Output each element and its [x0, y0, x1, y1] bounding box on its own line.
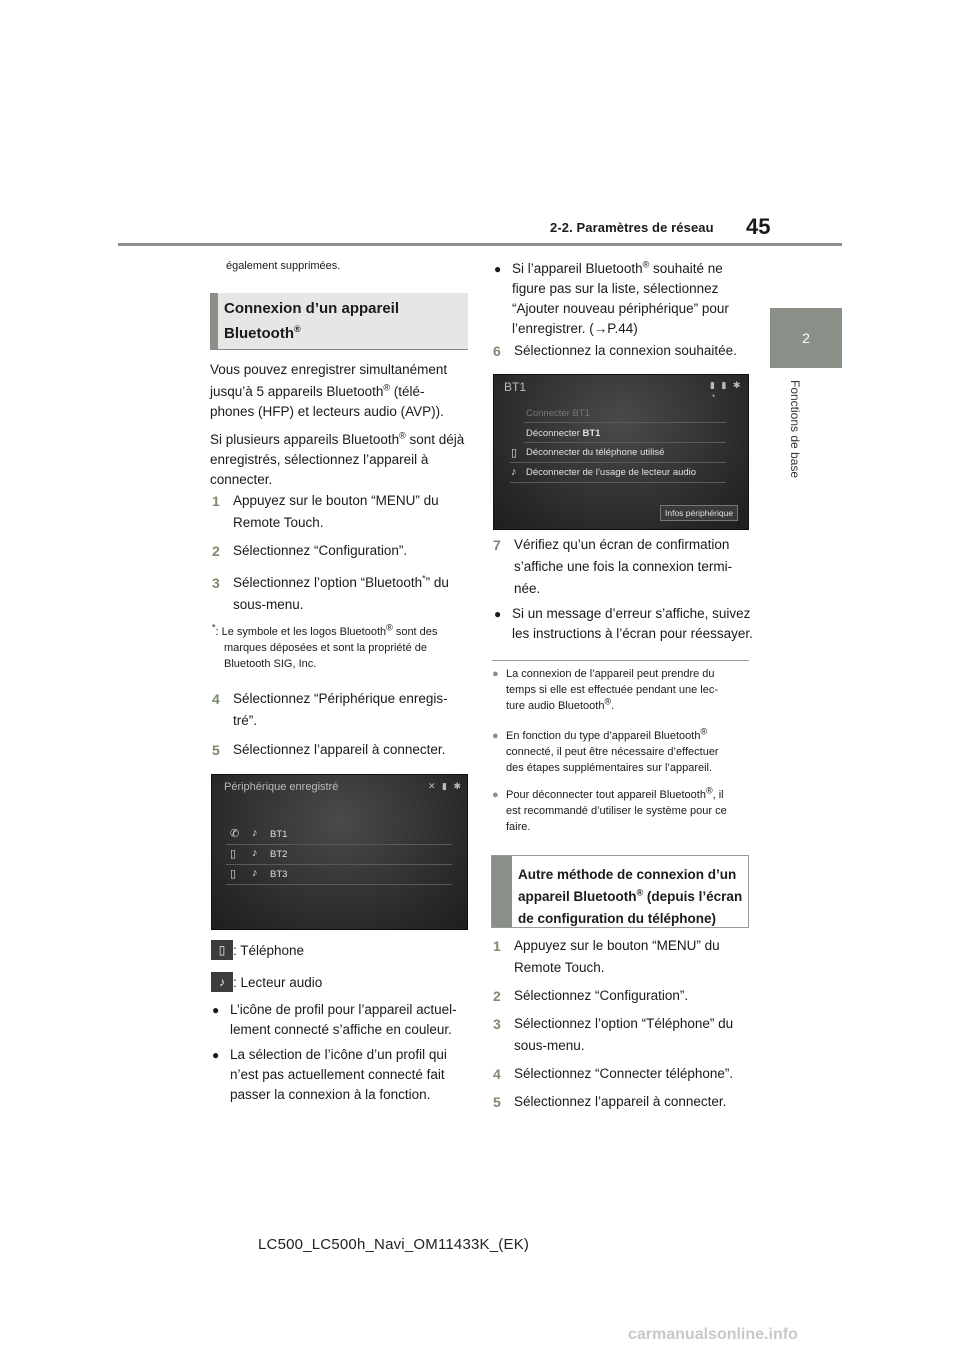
- phone-icon[interactable]: ▯: [230, 848, 237, 860]
- audio-legend-icon: ♪: [211, 972, 233, 992]
- screen-title: Périphérique enregistré: [224, 781, 339, 793]
- music-note-icon[interactable]: ♪: [252, 867, 258, 879]
- phone-legend-text: : Téléphone: [233, 943, 305, 958]
- heading-line2: Bluetooth®: [224, 324, 301, 342]
- alt-step-3: 3 Sélectionnez l’option “Téléphone” du sous-menu.: [493, 1016, 734, 1053]
- phone-icon[interactable]: ✆: [230, 828, 240, 840]
- alt-step-2: 2 Sélectionnez “Configuration”.: [493, 988, 689, 1004]
- music-note-icon[interactable]: ♪: [252, 847, 258, 859]
- status-icons: ▮ ▮ ✱ ◔: [710, 380, 743, 401]
- disconnect-phone-row[interactable]: ▯ Déconnecter du téléphone utilisé: [510, 443, 726, 463]
- alt-step-1: 1 Appuyez sur le bouton “MENU” du Remote Touch.: [493, 938, 720, 975]
- registered-devices-screen: [211, 774, 468, 930]
- connect-bt1-row[interactable]: Connecter BT1: [524, 405, 726, 423]
- step-7: 7 Vérifiez qu’un écran de confirmation s’affiche une fois la connexion termi- née.: [493, 537, 733, 596]
- step-3: 3 Sélectionnez l’option “Bluetooth*” du sous-menu.: [212, 573, 449, 612]
- device-name: BT1: [270, 829, 288, 840]
- disconnect-bt1-row[interactable]: Déconnecter BT1: [524, 424, 726, 443]
- phone-icon: ▯: [511, 447, 518, 459]
- intro-paragraph-1: Vous pouvez enregistrer simultanément jusqu’à 5 appareils Bluetooth® (télé- phones (HFP) et lecteurs audio (AVP)).: [210, 362, 448, 419]
- page-number: 45: [746, 214, 771, 239]
- heading-text: Autre méthode de connexion d’un appareil Bluetooth® (depuis l’écran de configuration du téléphone): [518, 867, 743, 926]
- document-code: LC500_LC500h_Navi_OM11433K_(EK): [258, 1236, 530, 1253]
- alt-step-4: 4 Sélectionnez “Connecter téléphone”.: [493, 1066, 734, 1082]
- step-5: 5 Sélectionnez l’appareil à connecter.: [212, 742, 446, 758]
- section-heading-other-method: [491, 855, 749, 928]
- heading-bar: [210, 293, 218, 349]
- bt1-connection-screen: [493, 374, 749, 530]
- music-note-icon: ♪: [511, 466, 517, 478]
- heading-bar: [492, 856, 512, 927]
- device-name: BT3: [270, 869, 288, 880]
- step-4: 4 Sélectionnez “Périphérique enregis- tré”.: [212, 691, 448, 728]
- device-info-button[interactable]: Infos périphérique: [660, 505, 738, 521]
- step-6: 6 Sélectionnez la connexion souhaitée.: [493, 343, 737, 359]
- device-row-bt2[interactable]: [226, 845, 452, 865]
- phone-icon[interactable]: ▯: [230, 868, 237, 880]
- device-name: BT2: [270, 849, 288, 860]
- continued-text: également supprimées.: [226, 260, 341, 272]
- heading-line1: Connexion d’un appareil: [224, 300, 400, 317]
- audio-legend-text: : Lecteur audio: [233, 975, 323, 990]
- header-rule: [118, 243, 842, 246]
- step-2: 2 Sélectionnez “Configuration”.: [212, 543, 408, 559]
- intro-paragraph-2: Si plusieurs appareils Bluetooth® sont déjà enregistrés, sélectionnez l’appareil à connecter.: [210, 430, 465, 487]
- notes-divider: [492, 660, 749, 661]
- step-1: 1 Appuyez sur le bouton “MENU” du Remote Touch.: [212, 493, 439, 530]
- disconnect-audio-row[interactable]: ♪ Déconnecter de l’usage de lecteur audio: [510, 463, 726, 483]
- device-row-bt3[interactable]: [226, 865, 452, 885]
- status-icons: ✕ ▮ ✱: [428, 781, 464, 791]
- watermark: carmanualsonline.info: [628, 1326, 798, 1343]
- section-title: 2-2. Paramètres de réseau: [550, 220, 714, 235]
- phone-legend-icon: ▯: [211, 940, 233, 960]
- device-row-bt1[interactable]: [226, 825, 452, 845]
- footnote-bluetooth: *: Le symbole et les logos Bluetooth® sont des marques déposées et sont la propriété de Bluetooth SIG, Inc.: [212, 622, 438, 670]
- chapter-tab: 2: [770, 308, 842, 368]
- alt-step-5: 5 Sélectionnez l’appareil à connecter.: [493, 1094, 727, 1110]
- chapter-label: Fonctions de base: [788, 380, 802, 479]
- screen-title: BT1: [504, 380, 527, 394]
- music-note-icon[interactable]: ♪: [252, 827, 258, 839]
- section-heading-connect: [210, 293, 468, 350]
